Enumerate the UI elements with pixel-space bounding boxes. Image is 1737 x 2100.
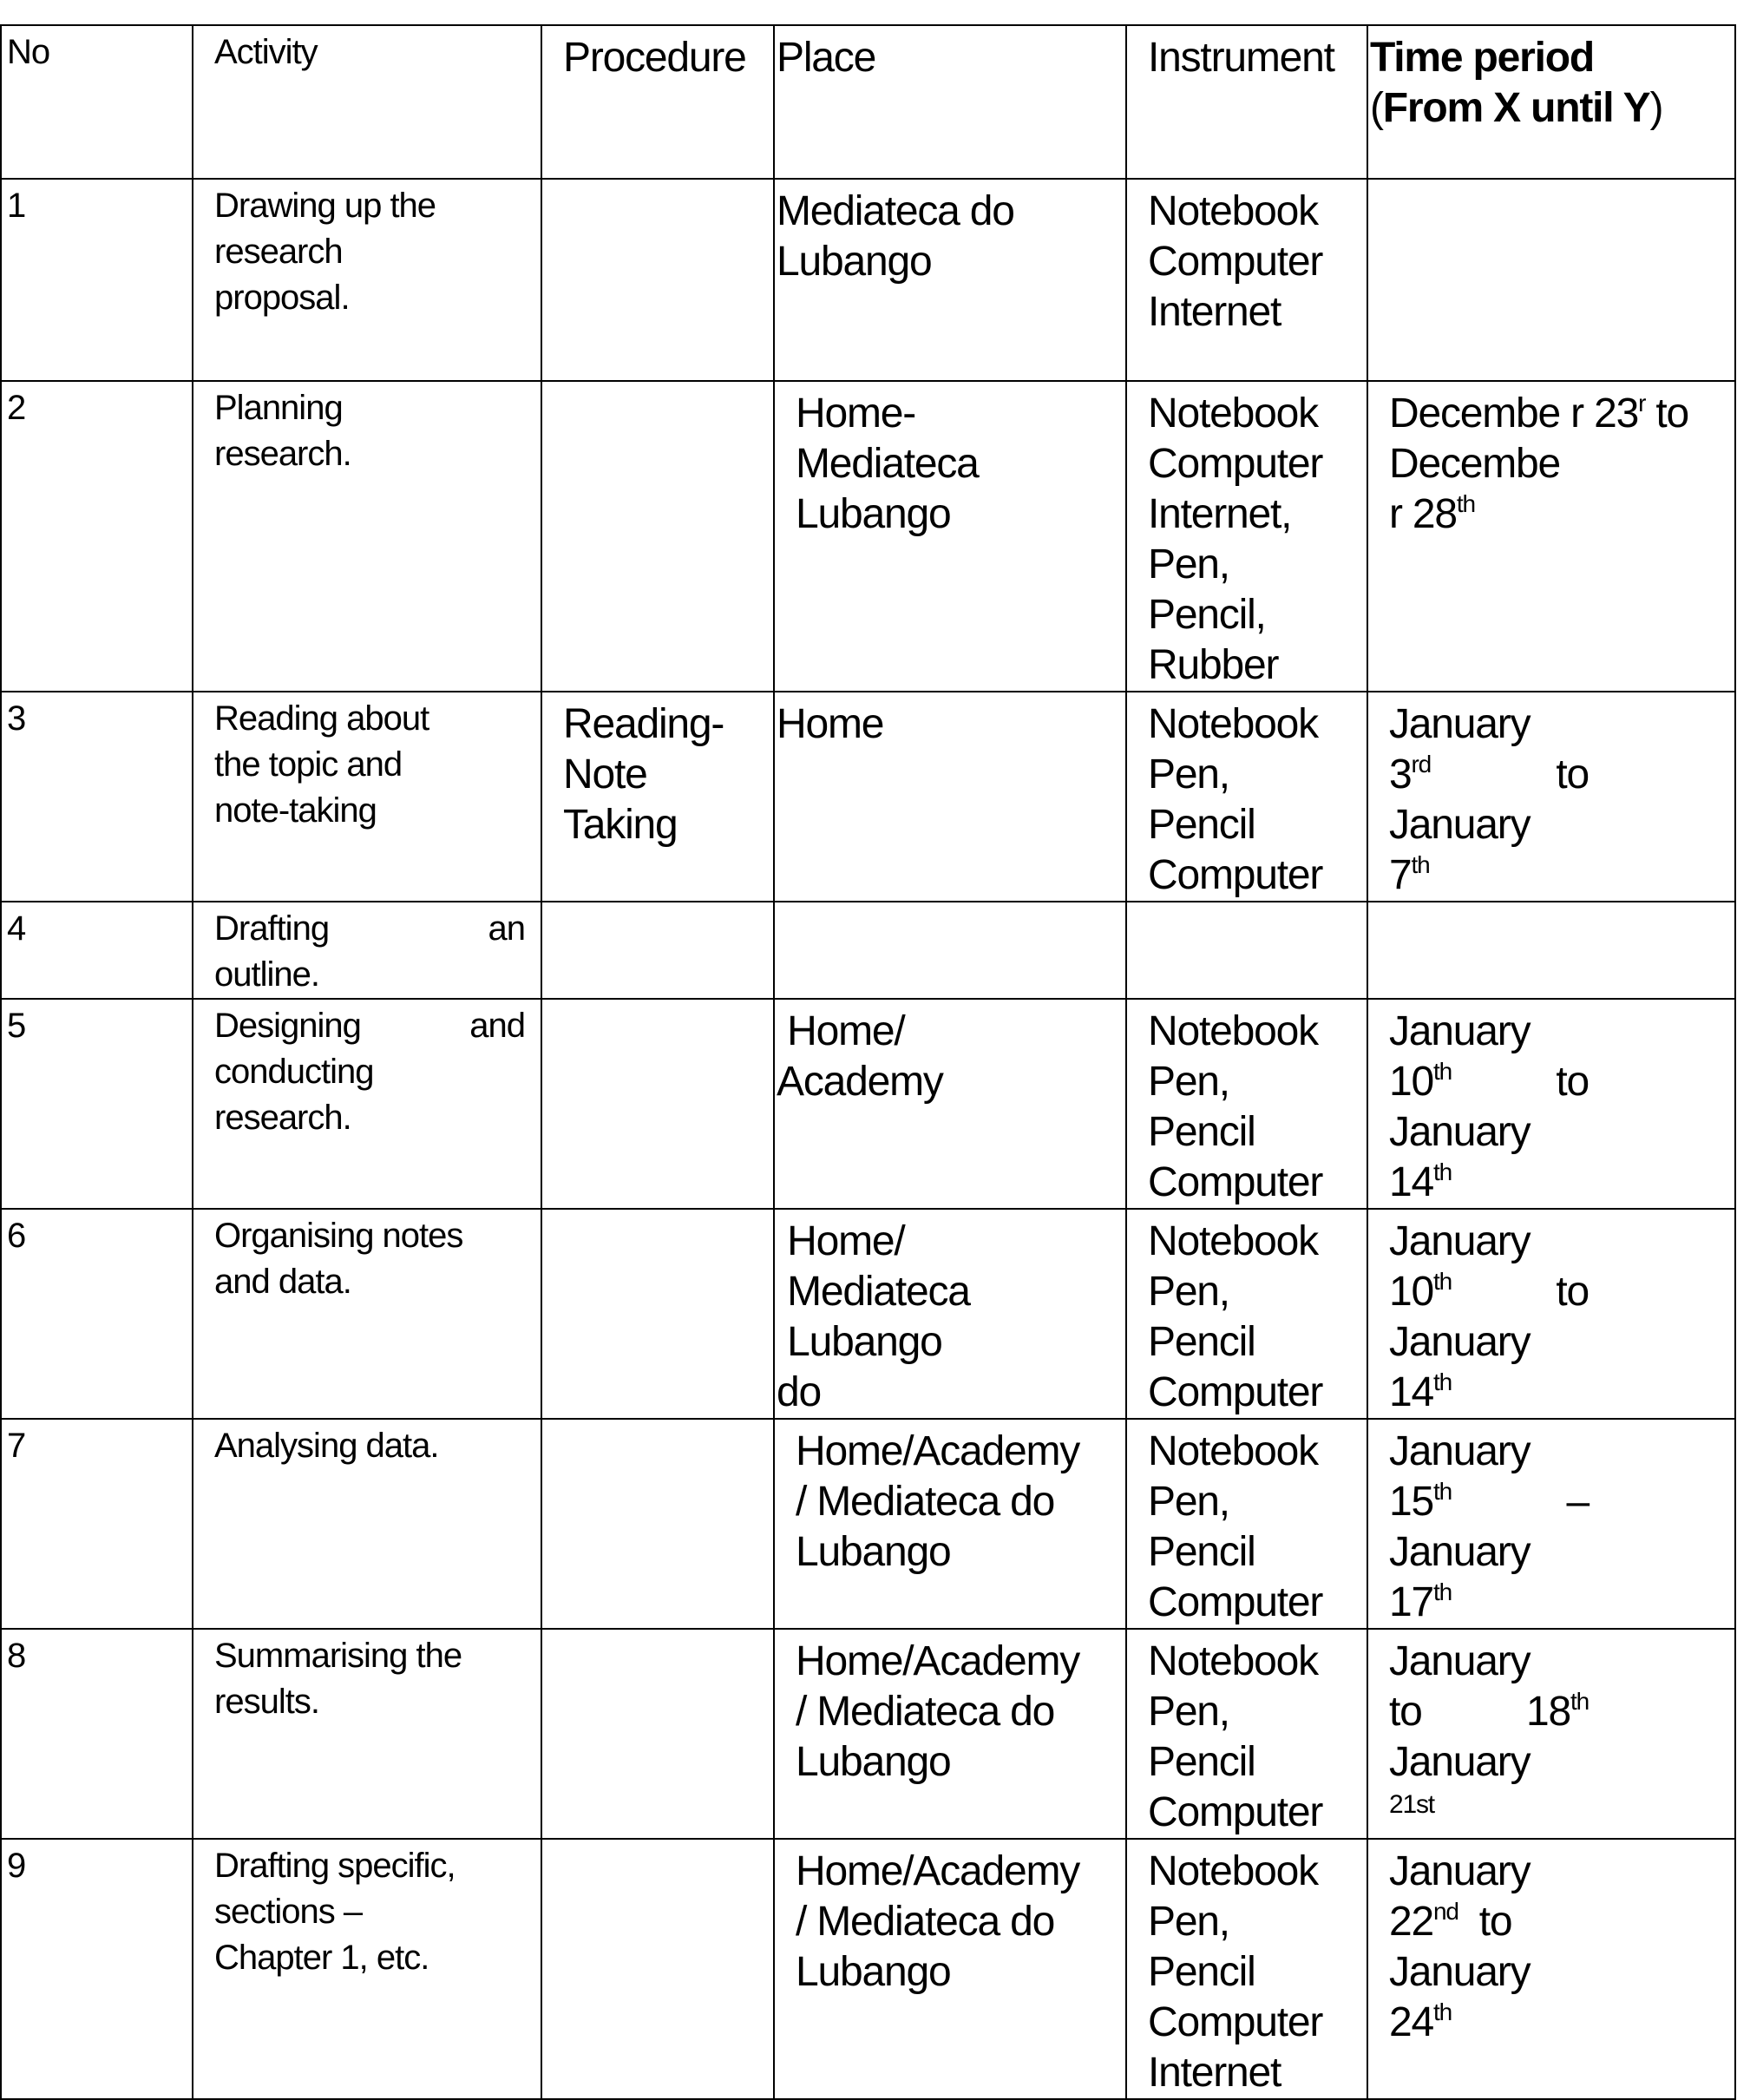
table-row <box>1 692 1735 902</box>
place-line: Lubango <box>796 491 951 537</box>
place-line: Lubango <box>777 239 932 285</box>
cell-procedure <box>541 179 774 381</box>
cell-activity <box>193 1209 541 1419</box>
activity-line: proposal. <box>214 279 350 317</box>
cell-activity <box>193 381 541 692</box>
header-row <box>1 25 1735 179</box>
place-line: Home <box>777 701 884 747</box>
cell-place <box>774 692 1126 902</box>
place-line: Home/Academy <box>796 1848 1080 1894</box>
header-no: No <box>1 25 193 179</box>
place-line: do <box>777 1369 821 1415</box>
ordinal-suffix: rd <box>1411 751 1431 778</box>
time-text: January <box>1389 1949 1531 1995</box>
activity-line: Summarising the <box>214 1637 462 1675</box>
cell-place <box>774 902 1126 999</box>
instrument-line: Notebook <box>1148 188 1318 234</box>
cell-time-period <box>1367 1839 1735 2099</box>
time-text: 14 <box>1389 1159 1433 1205</box>
time-text: January <box>1389 1739 1531 1785</box>
time-text: Decembe <box>1389 441 1561 487</box>
instrument-line: Notebook <box>1148 1848 1318 1894</box>
ordinal-suffix: th <box>1570 1688 1589 1715</box>
procedure-line: Reading- <box>563 701 724 747</box>
time-text: 14 <box>1389 1369 1433 1415</box>
place-line: / Mediateca do <box>796 1899 1055 1945</box>
instrument-line: Pen, <box>1148 1899 1229 1945</box>
time-text: to <box>1645 390 1688 436</box>
place-line: Academy <box>777 1059 943 1105</box>
cell-procedure <box>541 1209 774 1419</box>
instrument-line: Notebook <box>1148 1638 1318 1684</box>
cell-instrument <box>1126 902 1367 999</box>
cell-procedure <box>541 381 774 692</box>
time-text: January <box>1389 701 1531 747</box>
time-text: January <box>1389 1529 1531 1575</box>
cell-place <box>774 1209 1126 1419</box>
ordinal-suffix: th <box>1433 1478 1452 1505</box>
activity-line: Analysing data. <box>214 1427 439 1465</box>
place-line: / Mediateca do <box>796 1479 1055 1525</box>
time-text: 17 <box>1389 1579 1433 1625</box>
time-text: to <box>1556 751 1589 797</box>
ordinal-suffix: r <box>1638 390 1646 417</box>
cell-activity <box>193 1419 541 1629</box>
cell-instrument <box>1126 692 1367 902</box>
activity-line: outline. <box>214 955 319 994</box>
cell-instrument <box>1126 1209 1367 1419</box>
cell-activity <box>193 1629 541 1839</box>
activity-line: Organising notes <box>214 1217 463 1255</box>
place-line: Home/Academy <box>796 1428 1080 1474</box>
time-text: 7 <box>1389 852 1412 898</box>
cell-procedure <box>541 1419 774 1629</box>
cell-place <box>774 1419 1126 1629</box>
activity-word: Drafting <box>214 909 330 948</box>
ordinal-suffix: th <box>1433 1578 1452 1605</box>
place-line: Home/ <box>777 1218 905 1264</box>
cell-no: 4 <box>1 902 193 999</box>
cell-place <box>774 1839 1126 2099</box>
time-text: 3 <box>1389 751 1412 797</box>
instrument-line: Pen, <box>1148 1479 1229 1525</box>
instrument-line: Internet <box>1148 2050 1281 2096</box>
cell-procedure <box>541 1629 774 1839</box>
cell-no: 6 <box>1 1209 193 1419</box>
cell-instrument <box>1126 1839 1367 2099</box>
activity-line: research. <box>214 1099 351 1137</box>
activity-line: sections – <box>214 1893 363 1931</box>
cell-no: 5 <box>1 999 193 1209</box>
ordinal-suffix: th <box>1433 1268 1452 1295</box>
header-time-period <box>1367 25 1735 179</box>
paren-close: ) <box>1649 85 1663 131</box>
cell-activity <box>193 179 541 381</box>
cell-place <box>774 179 1126 381</box>
cell-procedure <box>541 902 774 999</box>
header-place: Place <box>774 25 1126 179</box>
time-text: to <box>1478 1899 1512 1945</box>
cell-no: 3 <box>1 692 193 902</box>
activity-line: Chapter 1, etc. <box>214 1939 429 1977</box>
cell-instrument <box>1126 179 1367 381</box>
activity-line: conducting <box>214 1053 374 1091</box>
activity-word: an <box>488 909 525 948</box>
cell-activity <box>193 999 541 1209</box>
time-text: 18 <box>1526 1689 1571 1735</box>
time-text: January <box>1389 802 1531 848</box>
activity-line: research <box>214 233 343 271</box>
instrument-line: Pencil <box>1148 1109 1255 1155</box>
procedure-line: Note <box>563 751 647 797</box>
activity-line: note-taking <box>214 791 377 830</box>
cell-procedure <box>541 692 774 902</box>
cell-no: 2 <box>1 381 193 692</box>
instrument-line: Rubber <box>1148 642 1279 688</box>
ordinal-suffix: th <box>1411 851 1430 878</box>
instrument-line: Computer <box>1148 1369 1323 1415</box>
cell-activity <box>193 1839 541 2099</box>
cell-procedure <box>541 1839 774 2099</box>
instrument-line: Computer <box>1148 1789 1323 1835</box>
instrument-line: Pencil <box>1148 1949 1255 1995</box>
cell-no: 7 <box>1 1419 193 1629</box>
cell-no: 8 <box>1 1629 193 1839</box>
cell-time-period <box>1367 902 1735 999</box>
place-line: Lubango <box>796 1739 951 1785</box>
instrument-line: Internet, <box>1148 491 1292 537</box>
cell-activity <box>193 902 541 999</box>
instrument-line: Pen, <box>1148 751 1229 797</box>
cell-time-period <box>1367 381 1735 692</box>
header-activity: Activity <box>193 25 541 179</box>
instrument-line: Pen, <box>1148 1059 1229 1105</box>
activity-line: Drawing up the <box>214 187 436 225</box>
cell-place <box>774 381 1126 692</box>
cell-no: 1 <box>1 179 193 381</box>
instrument-line: Computer <box>1148 239 1323 285</box>
ordinal-suffix: th <box>1433 1998 1452 2025</box>
table-row <box>1 1839 1735 2099</box>
ordinal-suffix: th <box>1433 1058 1452 1085</box>
place-line: Mediateca <box>796 441 979 487</box>
time-text: January <box>1389 1218 1531 1264</box>
instrument-line: Pen, <box>1148 1269 1229 1315</box>
instrument-line: Computer <box>1148 852 1323 898</box>
time-text: Decembe r 23 <box>1389 390 1639 436</box>
header-instrument: Instrument <box>1126 25 1367 179</box>
cell-time-period <box>1367 1209 1735 1419</box>
research-schedule-table <box>0 24 1736 2100</box>
time-text: 15 <box>1389 1479 1433 1525</box>
time-text: January <box>1389 1008 1531 1054</box>
table-row <box>1 179 1735 381</box>
activity-line: Drafting specific, <box>214 1847 456 1885</box>
time-text: 24 <box>1389 1999 1433 2045</box>
instrument-line: Computer <box>1148 1159 1323 1205</box>
instrument-line: Pencil <box>1148 1319 1255 1365</box>
cell-instrument <box>1126 999 1367 1209</box>
time-text: 21st <box>1389 1790 1434 1819</box>
cell-time-period <box>1367 999 1735 1209</box>
paren-open: ( <box>1370 85 1383 131</box>
place-line: Home/Academy <box>796 1638 1080 1684</box>
header-procedure: Procedure <box>541 25 774 179</box>
activity-word: Designing <box>214 1007 361 1045</box>
instrument-line: Internet <box>1148 289 1281 335</box>
instrument-line: Notebook <box>1148 1428 1318 1474</box>
instrument-line: Notebook <box>1148 701 1318 747</box>
ordinal-suffix: nd <box>1433 1898 1458 1925</box>
time-text: r 28 <box>1389 491 1457 537</box>
activity-line: Planning <box>214 389 343 427</box>
header-time-period-line2: From X until Y <box>1382 85 1650 131</box>
instrument-line: Pen, <box>1148 541 1229 587</box>
time-text: January <box>1389 1109 1531 1155</box>
cell-time-period <box>1367 692 1735 902</box>
cell-time-period <box>1367 1419 1735 1629</box>
time-text: to <box>1389 1689 1422 1735</box>
time-text: 10 <box>1389 1269 1433 1315</box>
place-line: Lubango <box>777 1319 942 1365</box>
place-line: Mediateca do <box>777 188 1014 234</box>
cell-place <box>774 1629 1126 1839</box>
time-text: January <box>1389 1848 1531 1894</box>
time-text: 10 <box>1389 1059 1433 1105</box>
activity-line: the topic and <box>214 745 403 784</box>
header-time-period-line1: Time period <box>1370 35 1594 81</box>
place-line: Lubango <box>796 1949 951 1995</box>
table-row <box>1 381 1735 692</box>
place-line: / Mediateca do <box>796 1689 1055 1735</box>
time-text: January <box>1389 1428 1531 1474</box>
ordinal-suffix: th <box>1456 490 1475 517</box>
table-row <box>1 902 1735 999</box>
time-text: January <box>1389 1319 1531 1365</box>
instrument-line: Notebook <box>1148 1008 1318 1054</box>
time-text: to <box>1556 1059 1589 1105</box>
time-text: to <box>1556 1269 1589 1315</box>
cell-procedure <box>541 999 774 1209</box>
instrument-line: Pencil <box>1148 802 1255 848</box>
place-line: Home- <box>796 390 916 436</box>
cell-time-period <box>1367 1629 1735 1839</box>
time-text: – <box>1566 1479 1589 1525</box>
procedure-line: Taking <box>563 802 678 848</box>
instrument-line: Computer <box>1148 1579 1323 1625</box>
place-line: Home/ <box>777 1008 905 1054</box>
cell-instrument <box>1126 1629 1367 1839</box>
instrument-line: Pencil, <box>1148 592 1266 638</box>
ordinal-suffix: th <box>1433 1368 1452 1395</box>
instrument-line: Notebook <box>1148 390 1318 436</box>
instrument-line: Pen, <box>1148 1689 1229 1735</box>
ordinal-suffix: th <box>1433 1158 1452 1185</box>
instrument-line: Notebook <box>1148 1218 1318 1264</box>
table-row <box>1 999 1735 1209</box>
place-line: Mediateca <box>777 1269 970 1315</box>
cell-instrument <box>1126 1419 1367 1629</box>
time-text: January <box>1389 1638 1531 1684</box>
activity-line: Reading about <box>214 699 429 738</box>
place-line: Lubango <box>796 1529 951 1575</box>
activity-word: and <box>469 1007 525 1045</box>
cell-place <box>774 999 1126 1209</box>
instrument-line: Computer <box>1148 1999 1323 2045</box>
cell-instrument <box>1126 381 1367 692</box>
cell-time-period <box>1367 179 1735 381</box>
cell-activity <box>193 692 541 902</box>
instrument-line: Pencil <box>1148 1739 1255 1785</box>
table-row <box>1 1209 1735 1419</box>
activity-line: research. <box>214 435 351 473</box>
cell-no: 9 <box>1 1839 193 2099</box>
activity-line: and data. <box>214 1263 351 1301</box>
instrument-line: Pencil <box>1148 1529 1255 1575</box>
instrument-line: Computer <box>1148 441 1323 487</box>
time-text: 22 <box>1389 1899 1433 1945</box>
activity-line: results. <box>214 1683 319 1721</box>
table-row <box>1 1419 1735 1629</box>
table-row <box>1 1629 1735 1839</box>
